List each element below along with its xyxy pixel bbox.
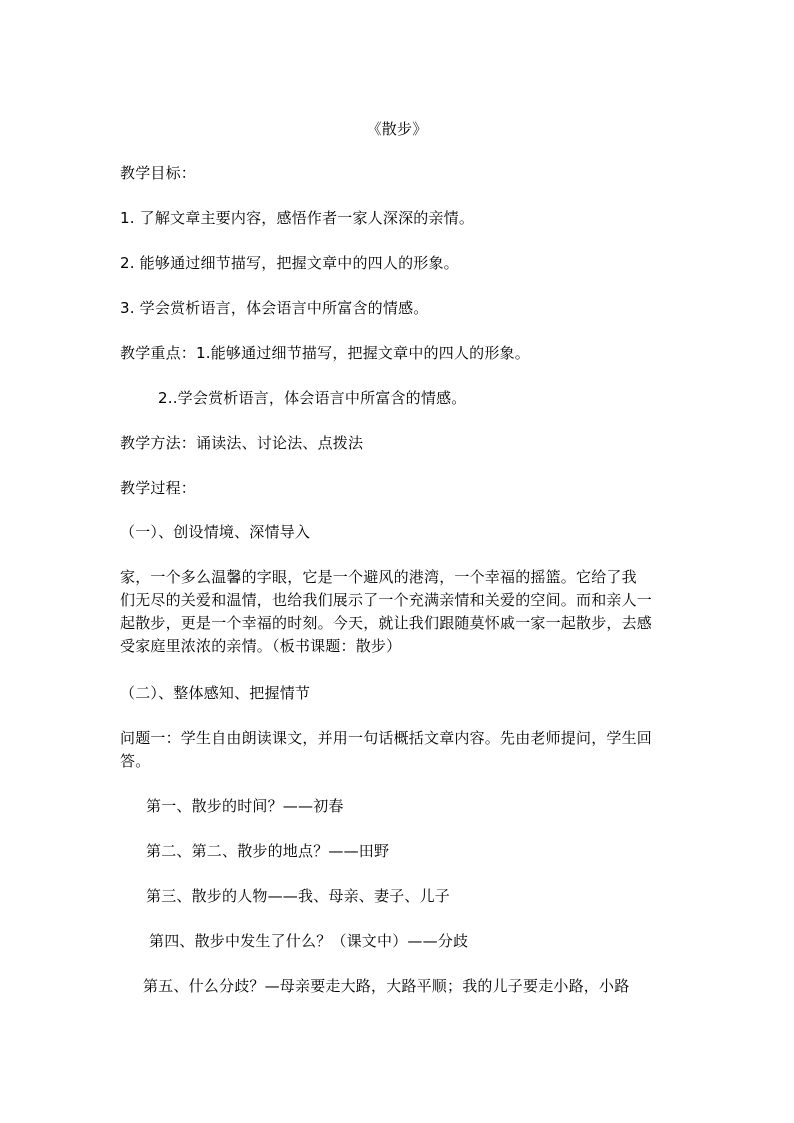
answer-item-2: 第二、第二、散步的地点？——田野	[146, 842, 390, 860]
document-title: 《散步》	[366, 120, 428, 138]
answer-item-4: 第四、散步中发生了什么？（课文中）——分歧	[149, 932, 469, 950]
answer-item-1: 第一、散步的时间？——初春	[146, 797, 344, 815]
section-1-heading: （一）、创设情境、深情导入	[120, 523, 311, 541]
process-heading: 教学过程：	[120, 479, 197, 497]
answer-item-5: 第五、什么分歧？—母亲要走大路，大路平顺；我的儿子要走小路，小路	[143, 977, 630, 995]
section-1-paragraph-line: 起散步，更是一个幸福的时刻。今天，就让我们跟随莫怀戚一家一起散步，去感	[120, 614, 653, 632]
key-points-line-2: 2..学会赏析语言，体会语言中所富含的情感。	[158, 389, 467, 407]
objective-item-1: 1. 了解文章主要内容，感悟作者一家人深深的亲情。	[120, 209, 475, 227]
section-1-paragraph-line: 受家庭里浓浓的亲情。（板书课题：散步）	[120, 637, 402, 655]
answer-item-3: 第三、散步的人物——我、母亲、妻子、儿子	[146, 887, 451, 905]
section-2-heading: （二）、整体感知、把握情节	[120, 684, 311, 702]
section-1-paragraph-line: 们无尽的关爱和温情，也给我们展示了一个充满亲情和关爱的空间。而和亲人一	[120, 591, 653, 609]
section-1-paragraph-line: 家，一个多么温馨的字眼，它是一个避风的港湾，一个幸福的摇篮。它给了我	[120, 568, 637, 586]
teaching-methods: 教学方法：诵读法、讨论法、点拨法	[120, 434, 364, 452]
objective-item-2: 2. 能够通过细节描写，把握文章中的四人的形象。	[120, 254, 459, 272]
key-points-line-1: 教学重点：1.能够通过细节描写，把握文章中的四人的形象。	[120, 344, 530, 362]
question-1-line: 答。	[120, 752, 151, 770]
question-1-line: 问题一：学生自由朗读课文，并用一句话概括文章内容。先由老师提问，学生回	[120, 729, 653, 747]
objectives-heading: 教学目标：	[120, 164, 197, 182]
objective-item-3: 3. 学会赏析语言，体会语言中所富含的情感。	[120, 299, 429, 317]
